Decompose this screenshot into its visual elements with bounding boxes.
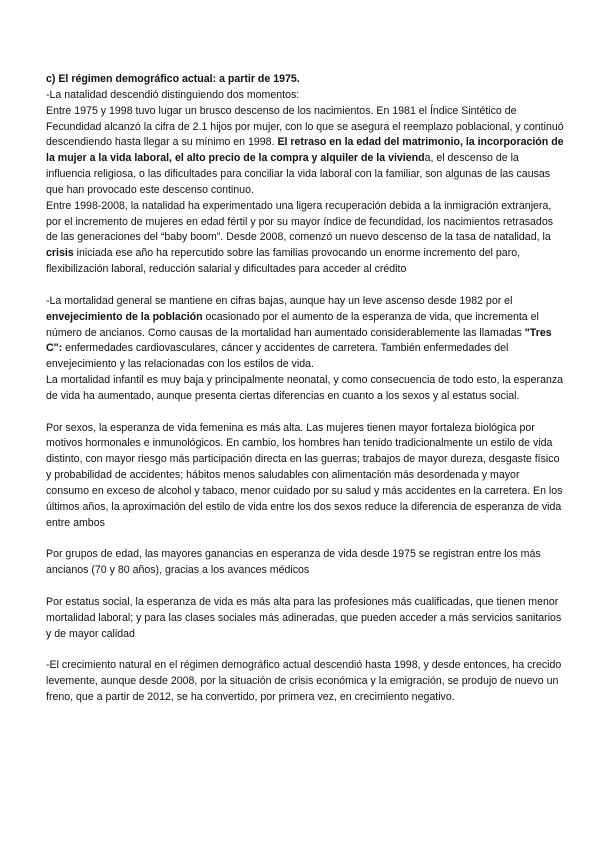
mortalidad-p1-bold: envejecimiento de la población: [46, 310, 203, 323]
mortalidad-paragraph-1: [46, 294, 564, 373]
mortalidad-p1-text-end: enfermedades cardiovasculares, cáncer y accidentes de carretera. También enfermedades del envejecimiento y las relacionadas con los estilos de vida.: [46, 342, 509, 371]
sexos-paragraph: Por sexos, la esperanza de vida femenina es más alta. Las mujeres tienen mayor fortaleza biológica por motivos hormonales e inmunológicos. En cambio, los hombres han tenido tradicionalmente un estilo de vida distinto, con mayor riesgo más participación directa en las guerras; trabajos de mayor dureza, desgaste físico y probabilidad de accidentes; hábitos menos saludables con alimentación más desordenada y mayor consumo en exceso de alcohol y tabaco, menor cuidado por su salud y más accidentes en la carretera. En los últimos años, la aproximación del estilo de vida entre los dos sexos reduce la diferencia de esperanza de vida entre ambos: [46, 421, 563, 529]
mortalidad-p1-text-mid: ocasionado por el aumento de la esperanza de vida, que incrementa el número de ancianos. Como causas de la mortalidad han aumentado considerablemente las llamadas: [46, 310, 539, 339]
section-title: c) El régimen demográfico actual: a partir de 1975.: [46, 73, 300, 85]
natalidad-p1-text: Entre 1975 y 1998 tuvo lugar un brusco descenso de los nacimientos. En 1981 el Índice Sintético de Fecundidad alcanzó la cifra de 2.1 hijos por mujer, con lo que se asegura el reemplazo poblacional, y continuó descendiendo hasta llegar a su mínimo en 1998.: [46, 104, 564, 149]
mortalidad-paragraph-2: La mortalidad infantil es muy baja y principalmente neonatal, y como consecuencia de todo esto, la esperanza de vida ha aumentado, aunque presenta ciertas diferencias en cuanto a los sexos y al estatus social.: [46, 374, 564, 402]
natalidad-intro: -La natalidad descendió distinguiendo dos momentos:: [46, 88, 300, 101]
natalidad-p2-text: Entre 1998-2008, la natalidad ha experimentado una ligera recuperación debida a la inmigración extranjera, por el incremento de mujeres en edad fértil y por su mayor índice de fecundidad, los nacimientos retrasados de las generaciones del “baby boom”. Desde 2008, comenzó un nuevo descenso de la tasa de natalidad, la: [46, 199, 554, 244]
natalidad-p1-text-end: a, el descenso de la influencia religiosa, o las dificultades para conciliar la vida laboral con la familiar, son algunas de las causas que han provocado este descenso continuo.: [46, 152, 551, 196]
natalidad-paragraph-2: [46, 199, 564, 278]
natalidad-p1-bold: El retraso en la edad del matrimonio, la incorporación de la mujer a la vida laboral, el alto precio de la compra y alquiler de la viviend: [46, 136, 564, 165]
crecimiento-paragraph: -El crecimiento natural en el régimen demográfico actual descendió hasta 1998, y desde entonces, ha crecido levemente, aunque desde 2008, por la situación de crisis económica y la emigración, se produjo de nuevo un freno, que a partir de 2012, se ha convertido, por primera vez, en crecimiento negativo.: [46, 659, 562, 703]
edad-paragraph: Por grupos de edad, las mayores ganancias en esperanza de vida desde 1975 se registran entre los más ancianos (70 y 80 años), gracias a los avances médicos: [46, 548, 541, 577]
paragraph-gap: [46, 642, 564, 658]
natalidad-p2-bold: crisis: [46, 247, 74, 260]
paragraph-gap: [46, 579, 564, 595]
estatus-paragraph: Por estatus social, la esperanza de vida es más alta para las profesiones más cualificadas, que tienen menor mortalidad laboral; y para las clases sociales más adineradas, que pueden acceder a más servicios sanitarios y de mayor calidad: [46, 595, 562, 640]
document-page: [46, 72, 564, 706]
paragraph-gap: [46, 278, 564, 294]
mortalidad-p1-text: -La mortalidad general se mantiene en cifras bajas, aunque hay un leve ascenso desde 1982 por el: [46, 294, 513, 307]
natalidad-p2-text-end: iniciada ese año ha repercutido sobre las familias provocando un enorme incremento del paro, flexibilización laboral, reducción salarial y dificultades para acceder al crédito: [46, 247, 521, 276]
paragraph-gap: [46, 405, 564, 421]
natalidad-paragraph-1: [46, 104, 564, 199]
paragraph-gap: [46, 531, 564, 547]
mortalidad-p1-bold-2: "Tres C":: [46, 326, 552, 355]
